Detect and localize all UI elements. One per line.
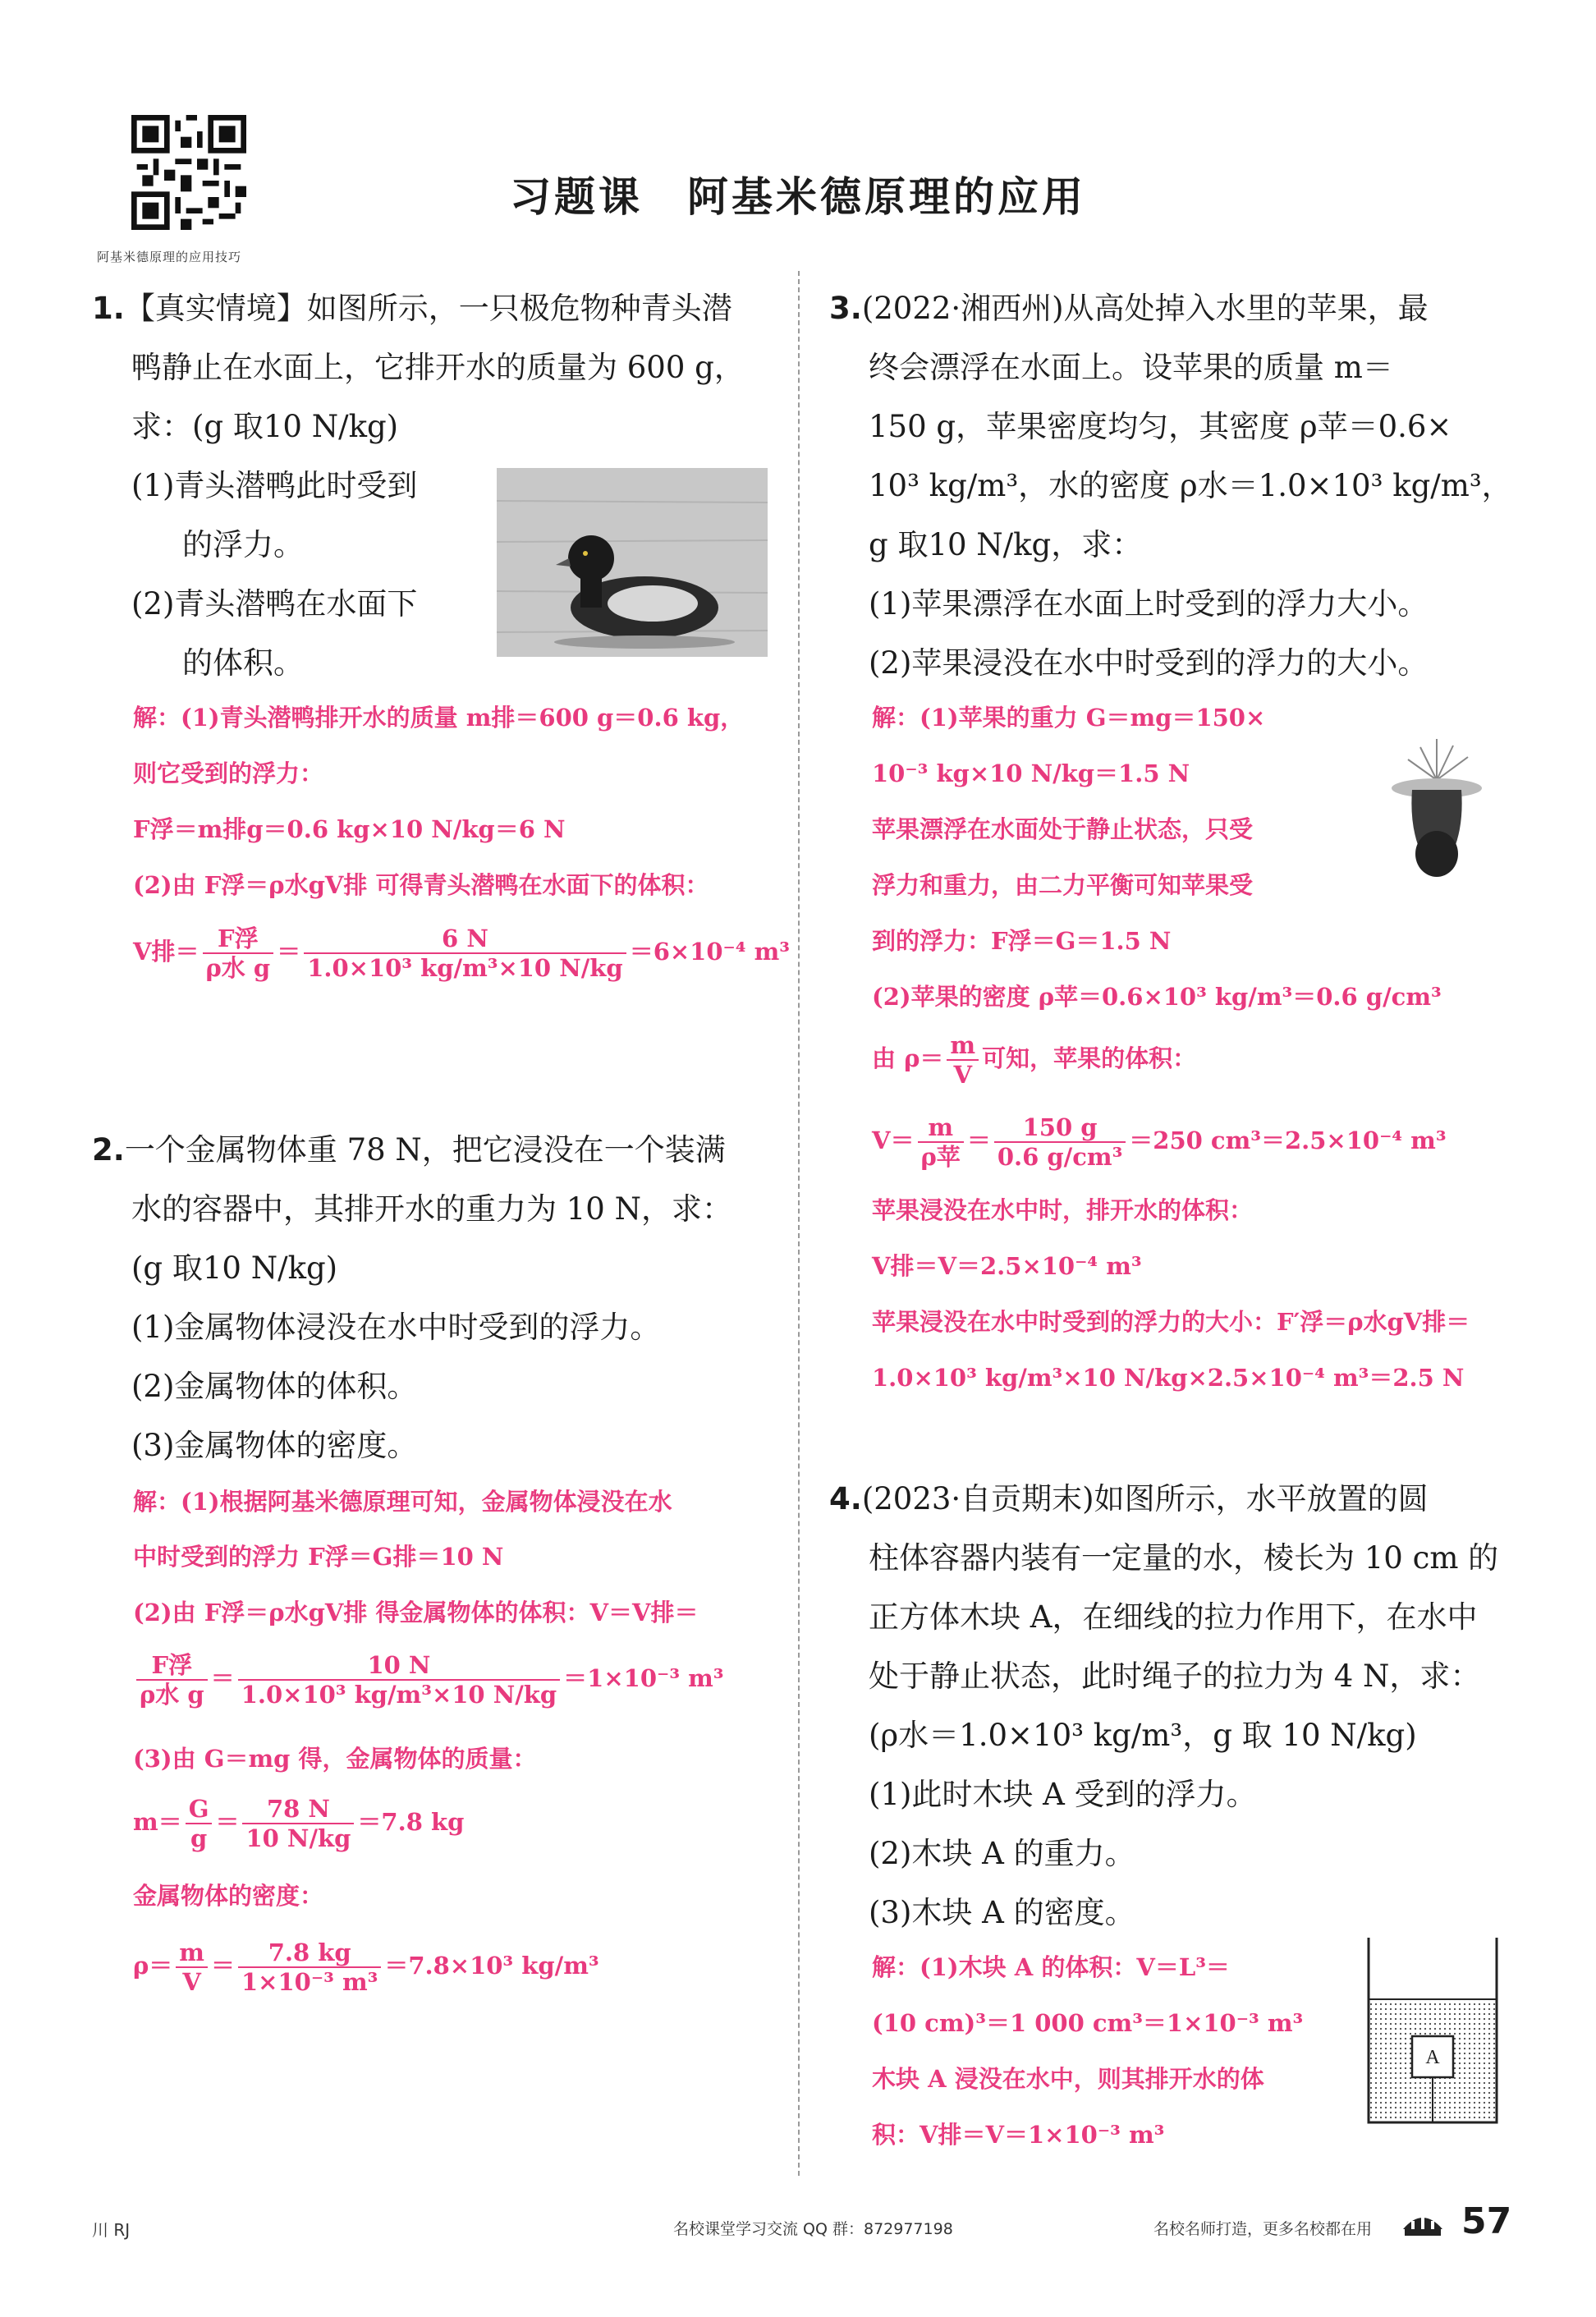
fraction-numerator: m: [947, 1031, 979, 1061]
q2-solution-6: [133, 1794, 464, 1852]
q2-sol8-fraction-2: [238, 1938, 381, 1996]
q3-line1: [829, 279, 1429, 338]
q2-sub3: (3)金属物体的密度。: [131, 1428, 418, 1463]
q4-sub3: (3)木块 A 的密度。: [869, 1895, 1135, 1930]
q3-solution-4: 浮力和重力，由二力平衡可知苹果受: [872, 871, 1254, 899]
apple-splash-photo: [1387, 731, 1486, 887]
q2-sol4-fraction-2: [238, 1651, 560, 1709]
q3-solution-5: 到的浮力：F浮＝G＝1.5 N: [872, 927, 1172, 955]
page-title: 习题课 阿基米德原理的应用: [510, 173, 1086, 221]
q1-sub2b: 的体积。: [182, 645, 304, 681]
q3-text-1: (2022·湘西州)从高处掉入水里的苹果，最: [861, 291, 1429, 326]
q2-sol6-fraction-2: [242, 1795, 354, 1852]
fraction-denominator: g: [190, 1824, 208, 1852]
fraction-denominator: V: [182, 1968, 201, 1996]
q4-text-1: (2023·自贡期末)如图所示，水平放置的圆: [861, 1481, 1429, 1516]
fraction-denominator: ρ水 g: [205, 954, 271, 982]
q2-sol8-eq: ＝: [210, 1952, 235, 1980]
q2-solution-3: (2)由 F浮＝ρ水gV排 得金属物体的体积：V＝V排＝: [133, 1599, 699, 1626]
q4-solution-3: 木块 A 浸没在水中，则其排开水的体: [872, 2065, 1264, 2093]
q3-sub2: (2)苹果浸没在水中时受到的浮力的大小。: [869, 645, 1429, 681]
q4-solution-4: 积：V排＝V＝1×10⁻³ m³: [872, 2121, 1165, 2149]
fraction-numerator: 10 N: [238, 1651, 560, 1681]
fraction-denominator: 10 N/kg: [245, 1824, 351, 1852]
fraction-numerator: G: [186, 1795, 213, 1824]
q3-sol7-fraction: [947, 1031, 979, 1089]
q4-sub2: (2)木块 A 的重力。: [869, 1836, 1135, 1871]
q3-solution-10: V排＝V＝2.5×10⁻⁴ m³: [872, 1252, 1142, 1280]
q2-sub1: (1)金属物体浸没在水中时受到的浮力。: [131, 1310, 661, 1345]
q3-line3: 150 g，苹果密度均匀，其密度 ρ苹＝0.6×: [869, 409, 1452, 444]
q1-sol5-rhs: ＝6×10⁻⁴ m³: [629, 938, 791, 966]
q3-solution-2: 10⁻³ kg×10 N/kg＝1.5 N: [872, 759, 1190, 787]
fraction-numerator: 6 N: [304, 925, 626, 954]
q3-sol8-rhs: ＝250 cm³＝2.5×10⁻⁴ m³: [1129, 1126, 1447, 1154]
q3-sol7-pre: 由 ρ＝: [872, 1044, 944, 1072]
q2-sol4-eq: ＝: [210, 1664, 235, 1692]
q3-solution-11: 苹果浸没在水中时受到的浮力的大小：F′浮＝ρ水gV排＝: [872, 1308, 1470, 1336]
column-divider: [798, 271, 800, 2176]
q4-sub1: (1)此时木块 A 受到的浮力。: [869, 1777, 1257, 1812]
block-label: A: [1425, 2047, 1440, 2068]
q4-number: 4.: [829, 1481, 862, 1516]
page-number: 57: [1461, 2200, 1512, 2242]
fraction-numerator: F浮: [203, 925, 274, 954]
q3-solution-1: 解：(1)苹果的重力 G＝mg＝150×: [872, 704, 1266, 732]
q3-solution-8: [872, 1113, 1447, 1171]
q3-line2: 终会漂浮在水面上。设苹果的质量 m＝: [869, 350, 1393, 385]
q1-number: 1.: [92, 291, 125, 326]
fraction-numerator: 7.8 kg: [238, 1938, 381, 1968]
fraction-numerator: m: [176, 1938, 208, 1968]
container-block-diagram: [1359, 1938, 1507, 2131]
q1-text-1: 【真实情境】如图所示，一只极危物种青头潜: [124, 291, 732, 326]
q3-solution-7: [872, 1030, 1196, 1089]
q3-number: 3.: [829, 291, 862, 326]
q1-solution-2: 则它受到的浮力：: [133, 759, 324, 787]
q2-sol6-fraction-1: [186, 1795, 213, 1852]
q2-solution-2: 中时受到的浮力 F浮＝G排＝10 N: [133, 1543, 504, 1571]
qr-caption: 阿基米德原理的应用技巧: [97, 250, 242, 264]
fraction-denominator: ρ水 g: [140, 1681, 204, 1709]
q2-text-1: 一个金属物体重 78 N，把它浸没在一个装满: [124, 1132, 726, 1168]
fraction-denominator: 1.0×10³ kg/m³×10 N/kg: [241, 1681, 557, 1709]
fraction-denominator: ρ苹: [920, 1143, 961, 1171]
q2-sol8-fraction-1: [176, 1938, 208, 1996]
q1-solution-1: 解：(1)青头潜鸭排开水的质量 m排＝600 g＝0.6 kg，: [133, 704, 745, 732]
q2-line2: 水的容器中，其排开水的重力为 10 N，求：: [131, 1191, 732, 1227]
q1-line2: 鸭静止在水面上，它排开水的质量为 600 g，: [131, 350, 745, 385]
fraction-denominator: 1×10⁻³ m³: [241, 1968, 378, 1996]
q3-solution-6: (2)苹果的密度 ρ苹＝0.6×10³ kg/m³＝0.6 g/cm³: [872, 983, 1442, 1011]
q3-sub1: (1)苹果漂浮在水面上时受到的浮力大小。: [869, 586, 1429, 622]
q4-line4: 处于静止状态，此时绳子的拉力为 4 N，求：: [869, 1659, 1481, 1694]
q4-solution-2: (10 cm)³＝1 000 cm³＝1×10⁻³ m³: [872, 2009, 1304, 2037]
q2-sol8-rhs: ＝7.8×10³ kg/m³: [384, 1952, 599, 1980]
q2-sub2: (2)金属物体的体积。: [131, 1369, 418, 1404]
q2-solution-7: 金属物体的密度：: [133, 1882, 324, 1910]
q1-sub2a: (2)青头潜鸭在水面下: [131, 586, 418, 622]
footer-qq-group: 名校课堂学习交流 QQ 群：872977198: [673, 2220, 953, 2238]
q3-sol8-fraction-2: [994, 1113, 1126, 1171]
q2-solution-1: 解：(1)根据阿基米德原理可知，金属物体浸没在水: [133, 1488, 672, 1516]
q1-sub1a: (1)青头潜鸭此时受到: [131, 468, 418, 503]
q1-line3: 求：(g 取10 N/kg): [131, 409, 399, 444]
q2-solution-8: [133, 1938, 599, 1996]
q3-sol8-lhs: V＝: [872, 1126, 915, 1154]
q2-line1: [92, 1121, 726, 1180]
q2-sol4-rhs: ＝1×10⁻³ m³: [563, 1664, 724, 1692]
fraction-numerator: F浮: [136, 1651, 208, 1681]
publisher-logo-icon: [1400, 2205, 1446, 2241]
q3-solution-12: 1.0×10³ kg/m³×10 N/kg×2.5×10⁻⁴ m³＝2.5 N: [872, 1364, 1465, 1392]
q3-line5: g 取10 N/kg，求：: [869, 527, 1143, 562]
q1-solution-3: F浮＝m排g＝0.6 kg×10 N/kg＝6 N: [133, 815, 566, 843]
q1-sol5-eq: ＝: [277, 938, 301, 966]
q2-sol8-lhs: ρ＝: [133, 1952, 173, 1980]
fraction-denominator: V: [953, 1061, 972, 1089]
fraction-numerator: 78 N: [242, 1795, 354, 1824]
q3-solution-9: 苹果浸没在水中时，排开水的体积：: [872, 1196, 1254, 1224]
q4-line3: 正方体木块 A，在细线的拉力作用下，在水中: [869, 1599, 1478, 1635]
q2-sol4-fraction-1: [136, 1651, 208, 1709]
q3-sol8-eq: ＝: [966, 1126, 991, 1154]
duck-photo: [497, 468, 768, 657]
q1-sol5-fraction-2: [304, 925, 626, 982]
fraction-denominator: 0.6 g/cm³: [997, 1143, 1123, 1171]
q3-sol8-fraction-1: [918, 1113, 964, 1171]
fraction-denominator: 1.0×10³ kg/m³×10 N/kg: [307, 954, 623, 982]
q1-line1: [92, 279, 732, 338]
fraction-numerator: m: [918, 1113, 964, 1143]
q1-sol5-lhs: V排＝: [133, 938, 200, 966]
q2-solution-4: [133, 1650, 724, 1709]
q3-solution-3: 苹果漂浮在水面处于静止状态，只受: [872, 815, 1254, 843]
q1-solution-4: (2)由 F浮＝ρ水gV排 可得青头潜鸭在水面下的体积：: [133, 871, 709, 899]
q1-solution-5: [133, 924, 790, 982]
fraction-numerator: 150 g: [994, 1113, 1126, 1143]
q2-solution-5: (3)由 G＝mg 得，金属物体的质量：: [133, 1745, 537, 1773]
q2-sol6-lhs: m＝: [133, 1808, 182, 1836]
q1-sol5-fraction-1: [203, 925, 274, 982]
q4-line2: 柱体容器内装有一定量的水，棱长为 10 cm 的: [869, 1540, 1499, 1576]
footer-slogan: 名校名师打造，更多名校都在用: [1153, 2220, 1373, 2238]
q2-line3: (g 取10 N/kg): [131, 1250, 338, 1286]
q3-sol7-post: 可知，苹果的体积：: [982, 1044, 1197, 1072]
q2-number: 2.: [92, 1132, 125, 1168]
q2-sol6-eq: ＝: [215, 1808, 240, 1836]
q4-solution-1: 解：(1)木块 A 的体积：V＝L³＝: [872, 1953, 1230, 1981]
q4-line1: [829, 1470, 1429, 1529]
q1-sub1b: 的浮力。: [182, 527, 304, 562]
footer-edition: 川 RJ: [92, 2220, 131, 2240]
q2-sol6-rhs: ＝7.8 kg: [357, 1808, 465, 1836]
q3-line4: 10³ kg/m³，水的密度 ρ水＝1.0×10³ kg/m³，: [869, 468, 1512, 503]
q4-line5: (ρ水＝1.0×10³ kg/m³，g 取 10 N/kg): [869, 1718, 1417, 1753]
